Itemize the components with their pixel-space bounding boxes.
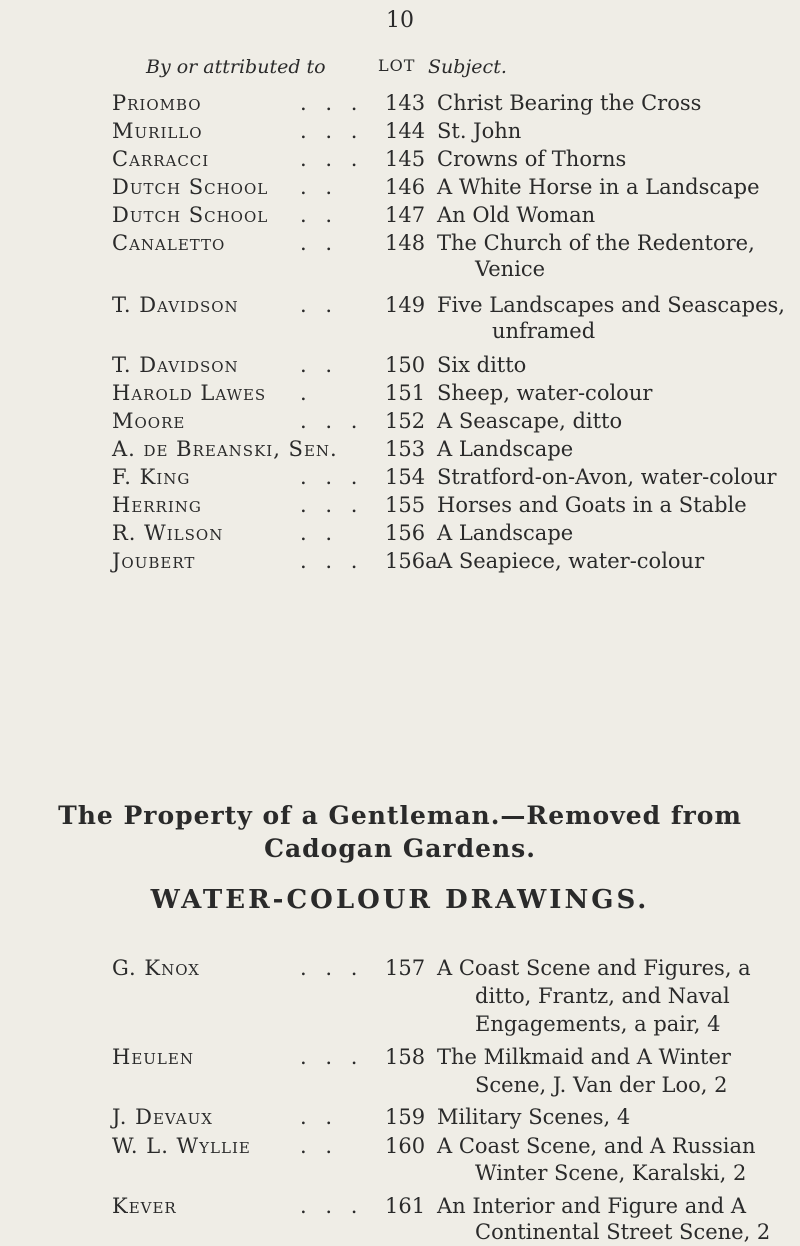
artist: Carracci — [112, 147, 210, 171]
artist: Joubert — [112, 549, 196, 573]
lot-subject: Five Landscapes and Seascapes, — [437, 293, 785, 317]
artist: T. Davidson — [112, 353, 239, 377]
header-subject: Subject. — [428, 56, 507, 78]
leader-dots: . . — [300, 1105, 339, 1129]
lot-number: 149 — [385, 293, 426, 317]
lot-subject: A Landscape — [437, 521, 574, 545]
lot-subject: An Old Woman — [437, 203, 596, 227]
lot-number: 148 — [385, 231, 426, 255]
lot-subject: Military Scenes, 4 — [437, 1105, 631, 1129]
lot-subject: A Coast Scene, and A Russian — [437, 1134, 756, 1158]
section-title: WATER-COLOUR DRAWINGS. — [150, 885, 650, 915]
lot-number: 160 — [385, 1134, 426, 1158]
artist: Murillo — [112, 119, 203, 143]
leader-dots: . . . — [300, 147, 364, 171]
lot-subject: St. John — [437, 119, 522, 143]
leader-dots: . . . — [300, 549, 364, 573]
leader-dots: . . — [300, 231, 339, 255]
artist: G. Knox — [112, 956, 200, 980]
lot-subject: Crowns of Thorns — [437, 147, 627, 171]
artist: Priombo — [112, 91, 202, 115]
artist: A. de Breanski, Sen. — [112, 437, 338, 461]
lot-number: 146 — [385, 175, 426, 199]
lot-number: 151 — [385, 381, 426, 405]
lot-subject: A Landscape — [437, 437, 574, 461]
lot-subject-continuation: Continental Street Scene, 2 — [475, 1220, 771, 1244]
lot-subject: A White Horse in a Landscape — [437, 175, 760, 199]
lot-subject-continuation: Scene, J. Van der Loo, 2 — [475, 1073, 728, 1097]
lot-subject: The Church of the Redentore, — [437, 231, 755, 255]
lot-number: 157 — [385, 956, 426, 980]
leader-dots: . . . — [300, 91, 364, 115]
leader-dots: . . — [300, 521, 339, 545]
artist: R. Wilson — [112, 521, 224, 545]
lot-number: 155 — [385, 493, 426, 517]
lot-number: 147 — [385, 203, 426, 227]
header-attributed: By or attributed to — [146, 56, 326, 78]
lot-number: 156a — [385, 549, 438, 573]
lot-number: 143 — [385, 91, 426, 115]
leader-dots: . . . — [300, 409, 364, 433]
lot-number: 152 — [385, 409, 426, 433]
lot-subject: A Seascape, ditto — [437, 409, 623, 433]
artist: Canaletto — [112, 231, 226, 255]
lot-number: 159 — [385, 1105, 426, 1129]
lot-number: 150 — [385, 353, 426, 377]
leader-dots: . . . — [300, 493, 364, 517]
property-line-2: Cadogan Gardens. — [264, 834, 536, 863]
artist: J. Devaux — [112, 1105, 213, 1129]
leader-dots: . . — [300, 353, 339, 377]
lot-number: 153 — [385, 437, 426, 461]
lot-subject: A Seapiece, water-colour — [437, 549, 705, 573]
lot-number: 154 — [385, 465, 426, 489]
leader-dots: . — [300, 381, 313, 405]
artist: Dutch School — [112, 203, 269, 227]
lot-subject-continuation: Engagements, a pair, 4 — [475, 1012, 721, 1036]
property-heading — [0, 799, 800, 865]
lot-subject: Christ Bearing the Cross — [437, 91, 702, 115]
lot-number: 158 — [385, 1045, 426, 1069]
leader-dots: . . — [300, 175, 339, 199]
leader-dots: . . . — [300, 956, 364, 980]
artist: Moore — [112, 409, 186, 433]
lot-subject: A Coast Scene and Figures, a — [437, 956, 751, 980]
leader-dots: . . — [300, 293, 339, 317]
artist: Dutch School — [112, 175, 269, 199]
leader-dots: . . . — [300, 465, 364, 489]
leader-dots: . . — [300, 1134, 339, 1158]
artist: F. King — [112, 465, 191, 489]
lot-subject-continuation: Venice — [475, 257, 546, 281]
lot-subject-continuation: Winter Scene, Karalski, 2 — [475, 1161, 747, 1185]
lot-subject: Stratford-on-Avon, water-colour — [437, 465, 777, 489]
lot-subject: Six ditto — [437, 353, 527, 377]
lot-subject: An Interior and Figure and A — [437, 1194, 747, 1218]
property-line-1: The Property of a Gentleman.—Removed from — [58, 801, 742, 830]
leader-dots: . . . — [300, 1194, 364, 1218]
lot-subject: Horses and Goats in a Stable — [437, 493, 747, 517]
lot-subject: Sheep, water-colour — [437, 381, 653, 405]
artist: T. Davidson — [112, 293, 239, 317]
page-number: 10 — [386, 8, 414, 33]
lot-number: 145 — [385, 147, 426, 171]
artist: Kever — [112, 1194, 177, 1218]
lot-number: 161 — [385, 1194, 426, 1218]
leader-dots: . . . — [300, 1045, 364, 1069]
leader-dots: . . — [300, 203, 339, 227]
artist: Harold Lawes — [112, 381, 267, 405]
lot-subject-continuation: ditto, Frantz, and Naval — [475, 984, 730, 1008]
leader-dots: . . . — [300, 119, 364, 143]
lot-subject-continuation: unframed — [492, 319, 596, 343]
artist: Herring — [112, 493, 202, 517]
artist: Heulen — [112, 1045, 194, 1069]
header-lot: LOT — [378, 56, 416, 75]
lot-number: 144 — [385, 119, 426, 143]
lot-subject: The Milkmaid and A Winter — [437, 1045, 731, 1069]
lot-number: 156 — [385, 521, 426, 545]
artist: W. L. Wyllie — [112, 1134, 251, 1158]
